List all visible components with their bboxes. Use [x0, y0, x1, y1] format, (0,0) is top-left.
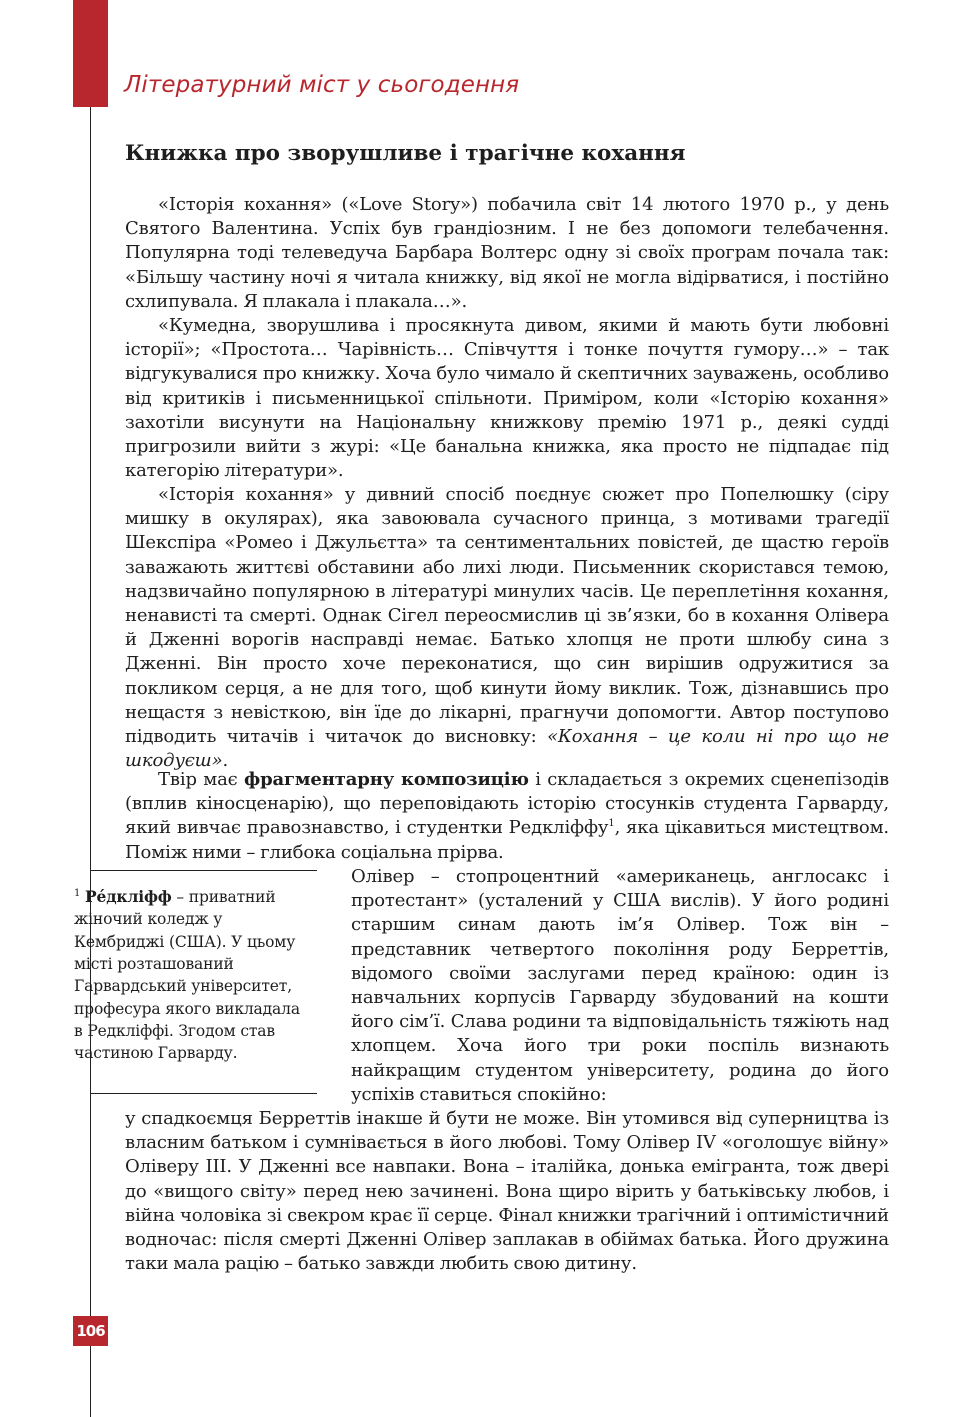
paragraph-4-text-a: Твір має [158, 769, 245, 790]
paragraph-4-bold: фрагментарну композицію [244, 769, 529, 790]
section-header: Літературний міст у сьогодення [124, 72, 520, 98]
paragraph-3-text: «Історія кохання» у дивний спосіб поєднує сюжет про Попелюшку (сіру мишку в окулярах), яка завоювала сучасного принца, з мотивами трагедії Шекспіра «Ромео і Джульєтта» та сентиментальних повістей, де щастю героїв заважають життєві обставини або лихі люди. Письменник скористався темою, надзвичайно популярною в літературі минулих часів. Це переплетіння кохання, ненависті та смерті. Однак Сігел переосмислив ці зв’язки, бо в кохання Олівера й Дженні ворогів насправді немає. Батько хлопця не проти шлюбу сина з Дженні. Він просто хоче переконатися, що син вирішив одружитися за покликом серця, а не для того, щоб кинути йому виклик. Тож, дізнавшись про нещастя з невісткою, він їде до лікарні, прагнучи допомогти. Автор поступово підводить читачів і читачок до висновку: [125, 484, 889, 748]
paragraph-4-text-c: , яка цікавиться мистецтвом. Поміж ними – глибока соціальна прірва. [125, 817, 889, 863]
paragraph-1: «Історія кохання» («Love Story») побачила світ 14 лютого 1970 р., у день Святого Валентина. Успіх був грандіозним. І не без допомоги телебачення. Популярна тоді телеведуча Барбара Волтерс одну зі своїх програм почала так: «Більшу частину ночі я читала книжку, від якої не могла відірватися, і постійно схлипувала. Я плакала і плакала…». [125, 194, 889, 312]
margin-rule [90, 107, 91, 1417]
footnote [74, 883, 310, 1065]
footnote-term: Рéдкліфф [85, 887, 172, 907]
footnote-rule-bottom [90, 1093, 317, 1094]
footnote-number: 1 [74, 888, 81, 899]
header-red-block [73, 0, 108, 107]
paragraph-6: у спадкоємця Берреттів інакше й бути не може. Він утомився від суперництва із власним батьком і сумнівається в його любові. Тому Олівер IV «оголошує війну» Оліверу ІІІ. У Дженні все навпаки. Вона – італійка, донька емігранта, тож двері до «вищого світу» перед нею зачинені. Вона щиро вірить у батьківську любов, і війна чоловіка зі свекром крає її серце. Фінал книжки трагічний і оптимістичний водночас: після смерті Дженні Олівер заплакав в обіймах батька. Його дружина таки мала рацію – батько завжди любить свою дитину. [125, 1108, 889, 1275]
page-number: 106 [76, 1322, 105, 1340]
paragraph-4 [125, 768, 889, 865]
paragraph-5: Олівер – стопроцентний «американець, англосакс і протестант» (усталений у США вислів). У його родині старшим синам дають ім’я Олівер. Тож він – представник четвертого покоління роду Берреттів, відомого своїми заслугами перед країною: один із навчальних корпусів Гарварду збудований на кошти його сім’ї. Слава родини та відповідальність тяжіють над хлопцем. Хоча його три роки поспіль визнають найкращим студентом університету, родина до його успіхів ставиться спокійно: [351, 866, 889, 1105]
footnote-ref: 1 [608, 818, 615, 830]
footnote-rule-top [90, 870, 317, 871]
page-title: Книжка про зворушливе і трагічне кохання [125, 141, 686, 166]
paragraph-3 [125, 483, 889, 773]
paragraph-3-end: . [222, 750, 229, 772]
footnote-text: – приватний жіночий коледж у Кембриджі (США). У цьому місті розташований Гарвардський університет, професура якого викладала в Редкліффі. Згодом став частиною Гарварду. [74, 888, 300, 1063]
paragraph-3-quote: «Кохання – це коли ні про що не шкодуєш» [125, 726, 889, 772]
paragraph-4-text-b: і складається з окремих сценепізодів (вплив кіносценарію), що переповідають історію стосунків студента Гарварду, який вивчає правознавство, і студентки Редкліффу [125, 769, 889, 839]
paragraph-2: «Кумедна, зворушлива і просякнута дивом, якими й мають бути любовні історії»; «Простота… Чарівність… Співчуття і тонке почуття гумору…» – так відгукувалися про книжку. Хоча було чимало й скептичних зауважень, особливо від критиків і письменницької спільноти. Приміром, коли «Історію кохання» захотіли висунути на Національну книжкову премію 1971 р., деякі судді пригрозили вийти з журі: «Це банальна книжка, яка просто не підпадає під категорію літератури». [125, 315, 889, 482]
